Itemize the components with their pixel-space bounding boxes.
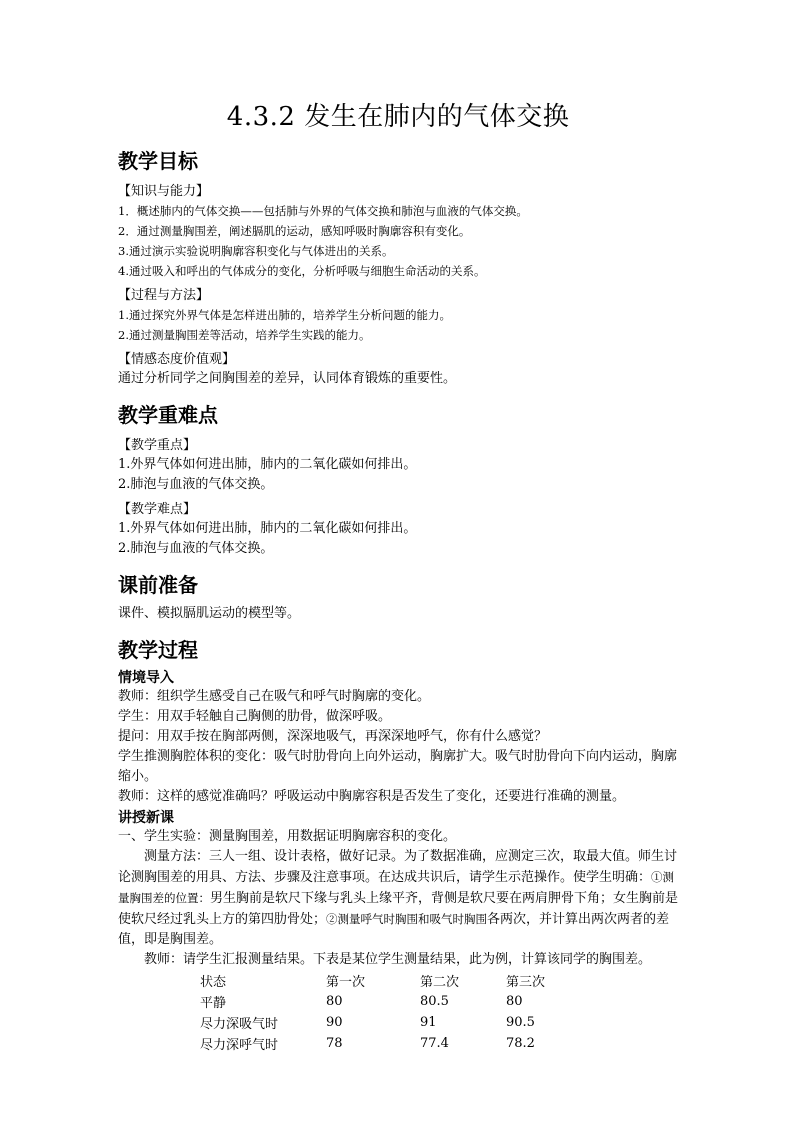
table-cell: 尽力深呼气时 xyxy=(200,1038,279,1053)
focus-item: 1.外界气体如何进出肺，肺内的二氧化碳如何排出。 xyxy=(118,457,417,472)
method-text-a: 测量方法：三人一组、设计表格，做好记录。为了数据准确，应测定三次，取最大值。师生讨论测胸围差的用具、方法、步骤及注意事项。在达成共识后，请学生示范操作。使学生明确： xyxy=(118,849,678,885)
process-item: 1.通过探究外界气体是怎样进出肺的，培养学生分析问题的能力。 xyxy=(118,308,451,322)
table-row xyxy=(200,991,586,1012)
table-row xyxy=(200,1033,586,1054)
focus-item: 2.肺泡与血液的气体交换。 xyxy=(118,477,274,492)
intro-line: 教师：这样的感觉准确吗？呼吸运动中胸廓容积是否发生了变化，还要进行准确的测量。 xyxy=(118,789,626,804)
difficulty-item: 2.肺泡与血液的气体交换。 xyxy=(118,541,274,556)
knowledge-item: 1．概述肺内的气体交换——包括肺与外界的气体交换和肺泡与血液的气体交换。 xyxy=(118,204,528,218)
intro-line: 学生：用双手轻触自己胸侧的肋骨，做深呼吸。 xyxy=(118,709,392,724)
table-cell: 80 xyxy=(326,994,343,1009)
label-difficulty: 【教学难点】 xyxy=(118,502,197,517)
heading-goals: 教学目标 xyxy=(118,149,198,173)
process-item: 2.通过测量胸围差等活动，培养学生实践的能力。 xyxy=(118,328,371,342)
table-header-cell: 状态 xyxy=(200,975,227,990)
table-cell: 平静 xyxy=(200,996,227,1011)
table-cell: 78 xyxy=(326,1036,343,1051)
table-header-cell: 第一次 xyxy=(326,975,366,990)
table-cell: 80 xyxy=(506,994,523,1009)
knowledge-item: 4.通过吸入和呼出的气体成分的变化，分析呼吸与细胞生命活动的关系。 xyxy=(118,264,486,278)
method-text-c: 男生胸前是软尺下缘与乳头上缘平齐，背侧是软尺要在两肩胛骨下角；女生胸前是使软尺经过乳头上方的第四肋骨处； xyxy=(118,891,679,927)
table-cell: 90.5 xyxy=(506,1015,535,1030)
method-paragraph xyxy=(118,847,678,950)
table-cell: 91 xyxy=(420,1015,437,1030)
table-header-cell: 第三次 xyxy=(506,975,546,990)
heading-keypoints: 教学重难点 xyxy=(118,403,218,427)
label-knowledge: 【知识与能力】 xyxy=(118,184,210,199)
heading-new-lesson: 讲授新课 xyxy=(118,810,174,826)
intro-line: 教师：组织学生感受自己在吸气和呼气时胸廓的变化。 xyxy=(118,689,431,704)
table-cell: 90 xyxy=(326,1015,343,1030)
measurement-table xyxy=(200,970,586,1054)
heading-process: 教学过程 xyxy=(118,638,198,662)
method-text-e: 各两次，并计算出两次两者的差值，即是胸围差。 xyxy=(118,912,670,947)
experiment-title: 一、学生实验：测量胸围差，用数据证明胸廓容积的变化。 xyxy=(118,829,457,844)
method-text-d: ②测量呼气时胸围和吸气时胸围 xyxy=(326,912,488,926)
table-row xyxy=(200,1012,586,1033)
table-header-row xyxy=(200,970,586,991)
label-emotion: 【情感态度价值观】 xyxy=(118,352,236,367)
prep-text: 课件、模拟膈肌运动的模型等。 xyxy=(118,606,301,621)
label-process-method: 【过程与方法】 xyxy=(118,288,210,303)
teacher-ask: 教师：请学生汇报测量结果。下表是某位学生测量结果，此为例，计算该同学的胸围差。 xyxy=(144,952,652,967)
knowledge-item: 3.通过演示实验说明胸廓容积变化与气体进出的关系。 xyxy=(118,244,394,258)
difficulty-item: 1.外界气体如何进出肺，肺内的二氧化碳如何排出。 xyxy=(118,521,417,536)
emotion-text: 通过分析同学之间胸围差的差异，认同体育锻炼的重要性。 xyxy=(118,371,457,386)
document-page xyxy=(118,96,678,1054)
intro-line: 提问：用双手按在胸部两侧，深深地吸气，再深深地呼气，你有什么感觉？ xyxy=(118,729,548,744)
page-title: 4.3.2 发生在肺内的气体交换 xyxy=(226,102,570,132)
method-text-b: ①测量胸围差的位置： xyxy=(118,870,675,905)
knowledge-item: 2．通过测量胸围差，阐述膈肌的运动，感知呼吸时胸廓容积有变化。 xyxy=(118,224,471,238)
heading-prep: 课前准备 xyxy=(118,573,198,597)
table-cell: 尽力深吸气时 xyxy=(200,1017,279,1032)
table-header-cell: 第二次 xyxy=(420,975,460,990)
table-cell: 77.4 xyxy=(420,1036,449,1051)
table-cell: 80.5 xyxy=(420,994,449,1009)
table-cell: 78.2 xyxy=(506,1036,535,1051)
label-focus: 【教学重点】 xyxy=(118,438,197,453)
intro-line: 学生推测胸腔体积的变化：吸气时肋骨向上向外运动，胸廓扩大。吸气时肋骨向下向内运动，胸廓缩小。 xyxy=(118,749,678,784)
heading-intro: 情境导入 xyxy=(118,670,174,686)
